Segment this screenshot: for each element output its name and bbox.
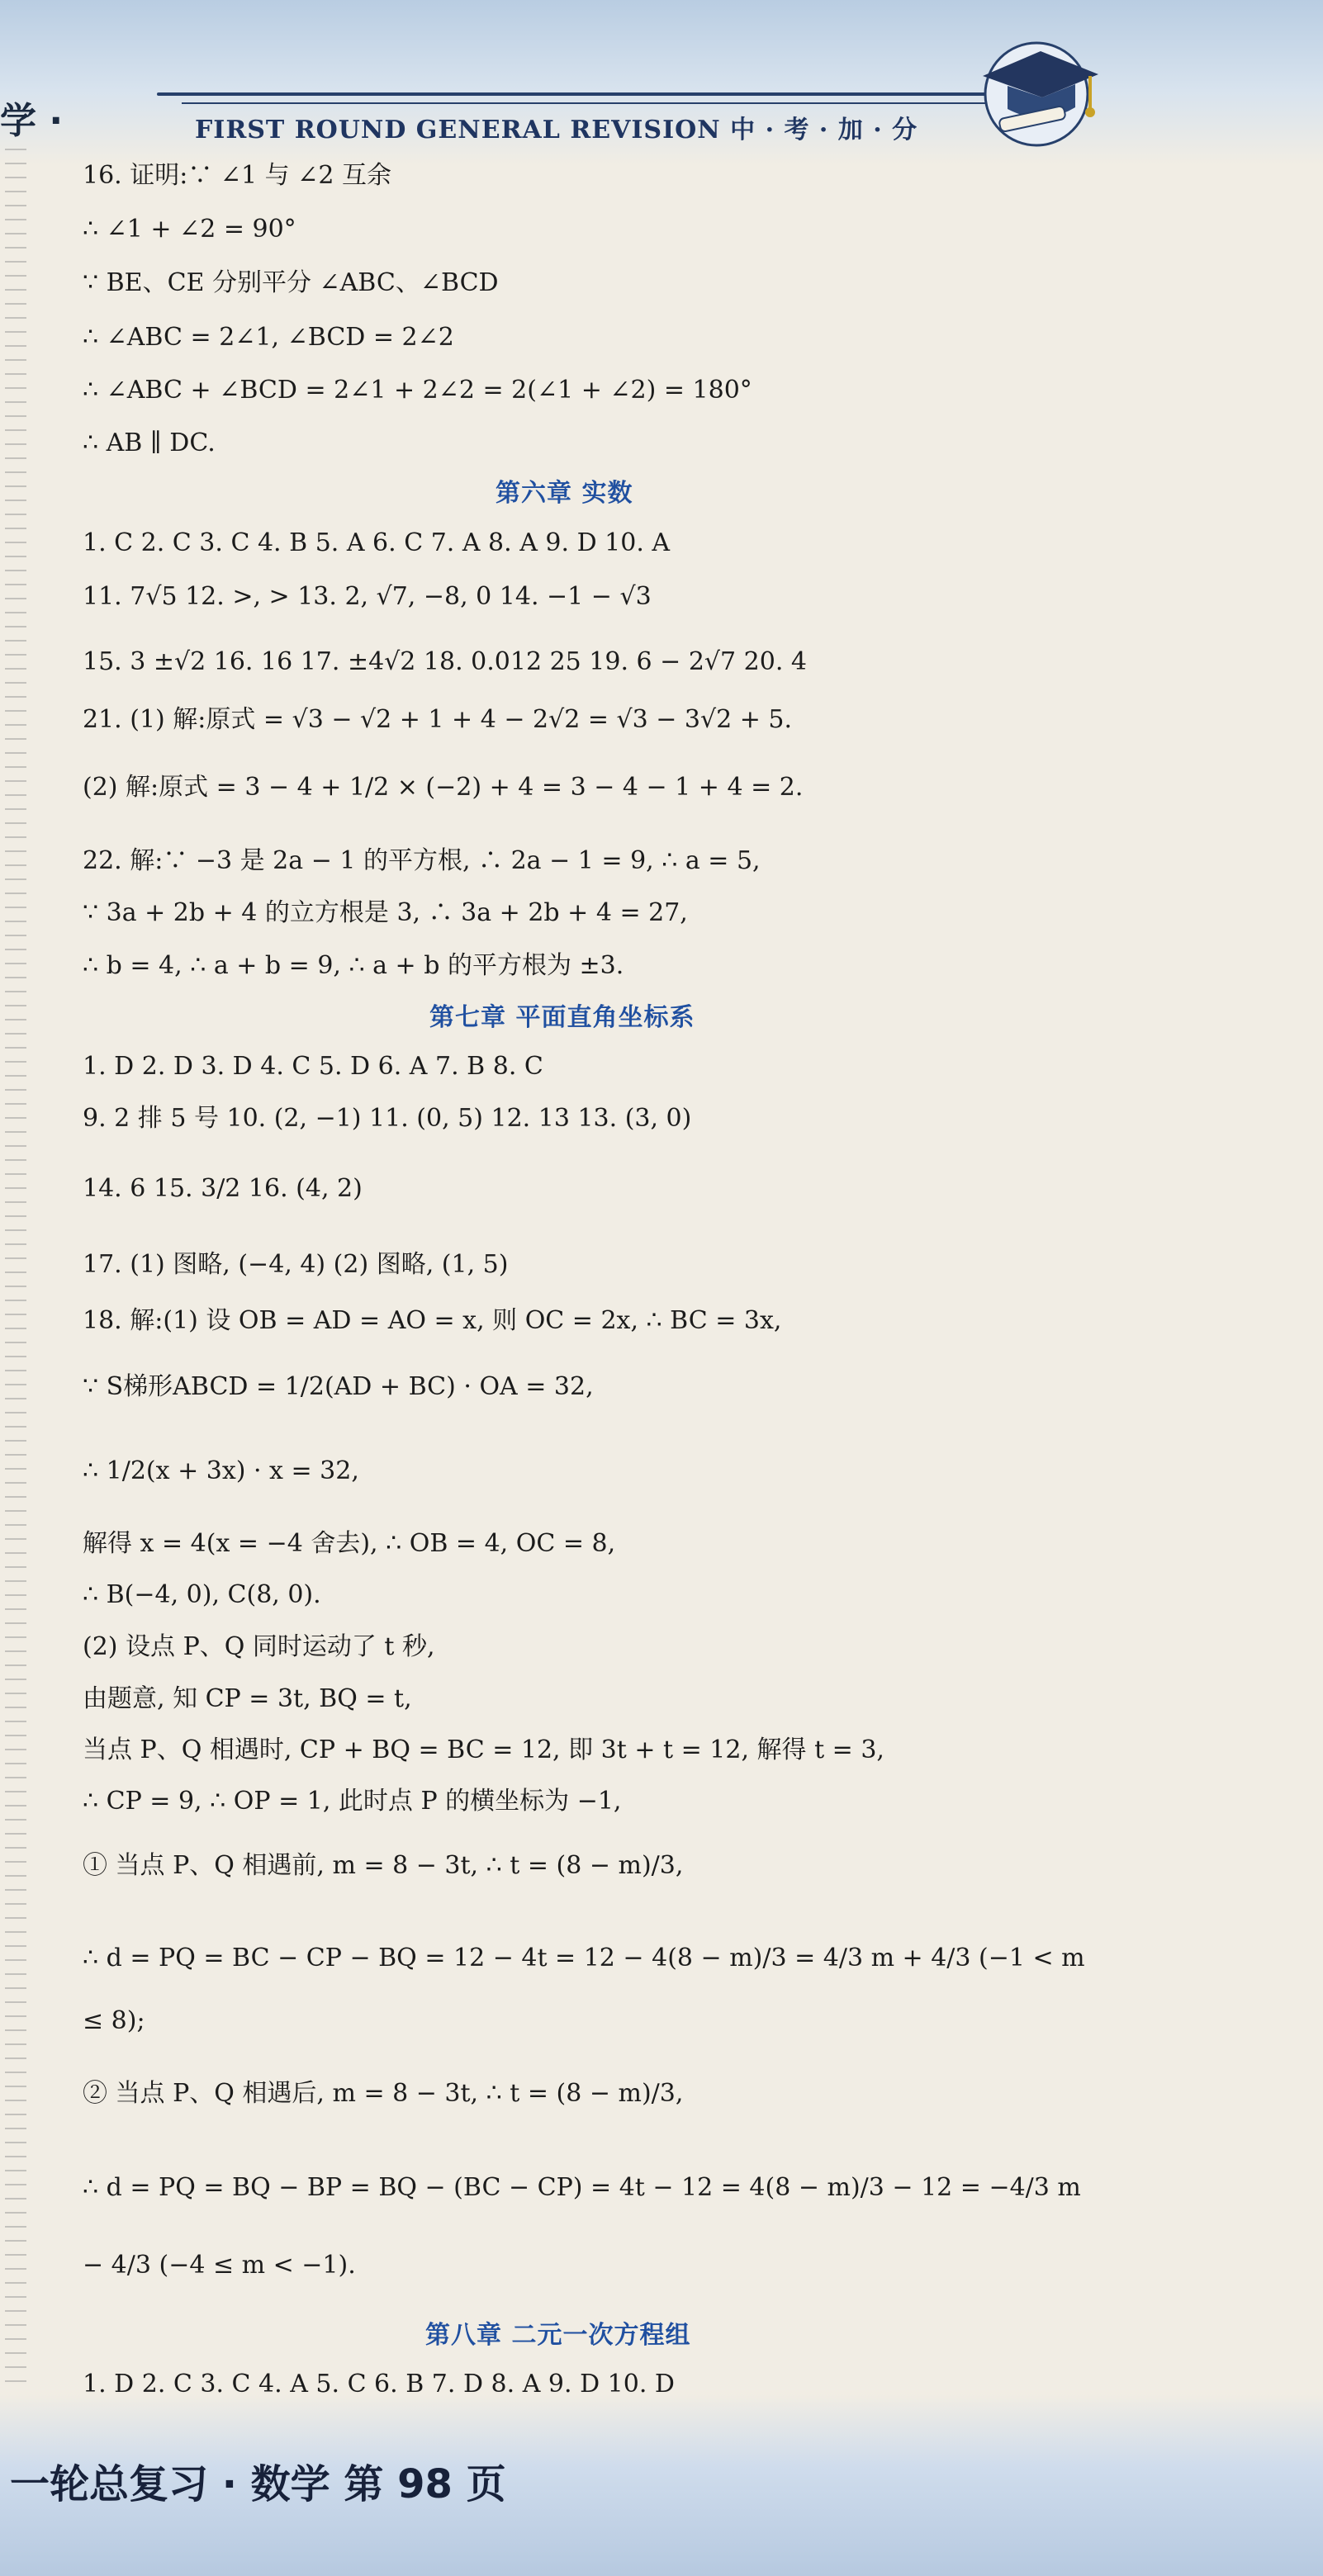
text-line: ∴ CP = 9, ∴ OP = 1, 此时点 P 的横坐标为 −1, (83, 1787, 622, 1816)
text-line: ∴ ∠1 + ∠2 = 90° (83, 215, 296, 244)
text-line: ∵ 3a + 2b + 4 的立方根是 3, ∴ 3a + 2b + 4 = 27, (83, 898, 688, 927)
text-line: 1. D 2. D 3. D 4. C 5. D 6. A 7. B 8. C (83, 1052, 543, 1081)
text-line: 9. 2 排 5 号 10. (2, −1) 11. (0, 5) 12. 13 13. (3, 0) (83, 1104, 692, 1133)
text-line: ∴ ∠ABC + ∠BCD = 2∠1 + 2∠2 = 2(∠1 + ∠2) = 180° (83, 376, 752, 405)
text-line: ≤ 8); (83, 2006, 145, 2035)
page-footer: 一轮总复习 · 数学 第 98 页 (10, 2461, 506, 2507)
text-line: 16. 证明:∵ ∠1 与 ∠2 互余 (83, 161, 391, 190)
text-line: 18. 解:(1) 设 OB = AD = AO = x, 则 OC = 2x, ∴ BC = 3x, (83, 1306, 782, 1335)
text-line: 14. 6 15. 3/2 16. (4, 2) (83, 1174, 363, 1203)
text-line: 当点 P、Q 相遇时, CP + BQ = BC = 12, 即 3t + t = 12, 解得 t = 3, (83, 1735, 884, 1764)
text-line: ∵ S梯形ABCD = 1/2(AD + BC) · OA = 32, (83, 1372, 594, 1401)
text-line: ∴ b = 4, ∴ a + b = 9, ∴ a + b 的平方根为 ±3. (83, 951, 624, 980)
chapter-heading: 第六章 实数 (496, 479, 633, 508)
text-line: 1. C 2. C 3. C 4. B 5. A 6. C 7. A 8. A 9. D 10. A (83, 528, 671, 557)
text-line: 11. 7√5 12. >, > 13. 2, √7, −8, 0 14. −1 − √3 (83, 582, 652, 611)
text-line: ∴ B(−4, 0), C(8, 0). (83, 1580, 321, 1609)
text-line: ② 当点 P、Q 相遇后, m = 8 − 3t, ∴ t = (8 − m)/3, (83, 2079, 684, 2108)
text-line: ∴ 1/2(x + 3x) · x = 32, (83, 1456, 359, 1485)
text-line: 由题意, 知 CP = 3t, BQ = t, (83, 1684, 412, 1713)
text-line: 15. 3 ±√2 16. 16 17. ±4√2 18. 0.012 25 19. 6 − 2√7 20. 4 (83, 647, 807, 676)
text-line: ∴ AB ∥ DC. (83, 429, 216, 457)
text-line: 1. D 2. C 3. C 4. A 5. C 6. B 7. D 8. A 9. D 10. D (83, 2370, 675, 2398)
text-line: ∴ ∠ABC = 2∠1, ∠BCD = 2∠2 (83, 323, 454, 352)
text-line: ∴ d = PQ = BC − CP − BQ = 12 − 4t = 12 − 4(8 − m)/3 = 4/3 m + 4/3 (−1 < m (83, 1944, 1085, 1972)
text-line: ∴ d = PQ = BQ − BP = BQ − (BC − CP) = 4t − 12 = 4(8 − m)/3 − 12 = −4/3 m (83, 2173, 1081, 2202)
text-line: − 4/3 (−4 ≤ m < −1). (83, 2251, 356, 2280)
graduation-cap-icon (966, 26, 1107, 150)
text-line: ① 当点 P、Q 相遇前, m = 8 − 3t, ∴ t = (8 − m)/3, (83, 1851, 684, 1880)
header-title: FIRST ROUND GENERAL REVISION 中 · 考 · 加 · 分 (195, 116, 918, 144)
text-line: (2) 设点 P、Q 同时运动了 t 秒, (83, 1632, 435, 1661)
binding-edge (5, 149, 26, 2394)
header-rule (157, 92, 999, 96)
text-line: (2) 解:原式 = 3 − 4 + 1/2 × (−2) + 4 = 3 − 4 − 1 + 4 = 2. (83, 773, 804, 802)
text-line: 21. (1) 解:原式 = √3 − √2 + 1 + 4 − 2√2 = √3 − 3√2 + 5. (83, 705, 793, 734)
text-line: 解得 x = 4(x = −4 舍去), ∴ OB = 4, OC = 8, (83, 1529, 616, 1558)
text-line: 22. 解:∵ −3 是 2a − 1 的平方根, ∴ 2a − 1 = 9, ∴ a = 5, (83, 846, 761, 875)
text-line: 17. (1) 图略, (−4, 4) (2) 图略, (1, 5) (83, 1250, 509, 1279)
chapter-heading: 第八章 二元一次方程组 (425, 2321, 691, 2350)
header-subject: 学 · (0, 100, 64, 142)
chapter-heading: 第七章 平面直角坐标系 (429, 1003, 695, 1032)
text-line: ∵ BE、CE 分别平分 ∠ABC、∠BCD (83, 268, 499, 297)
header-rule-thin (182, 102, 991, 104)
